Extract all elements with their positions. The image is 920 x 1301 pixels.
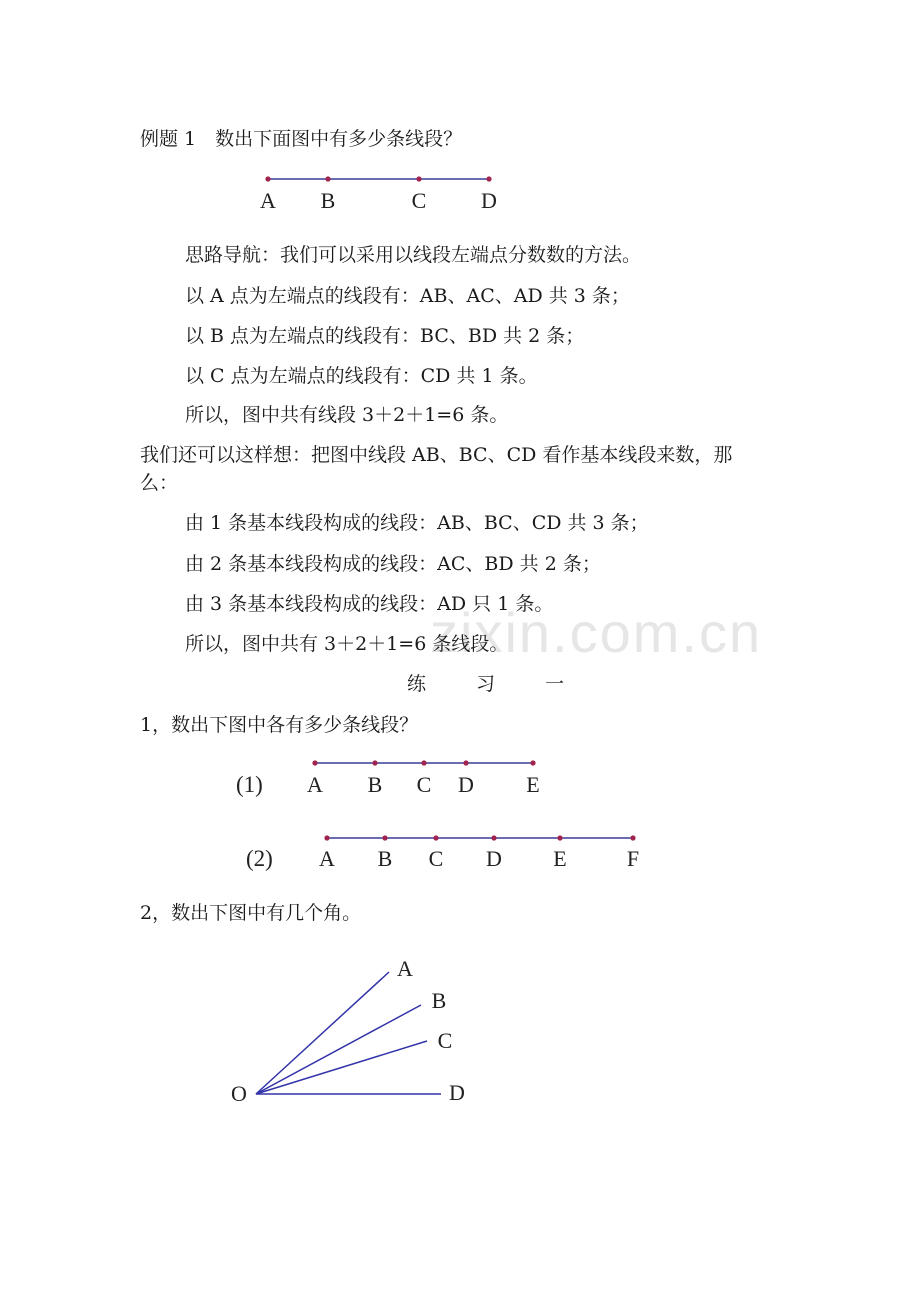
q1a-label-c: C: [416, 772, 432, 797]
example-point-d: [486, 176, 491, 181]
exercise-2-angle-figure: [231, 956, 465, 1106]
ray-oc: [256, 1041, 427, 1094]
alt-line-1: 由 1 条基本线段构成的线段：AB、BC、CD 共 3 条；: [185, 512, 649, 534]
q1b-label-c: C: [428, 846, 444, 871]
example-label-b: B: [320, 188, 336, 213]
q1b-point-b: [382, 835, 387, 840]
ray-label-b: B: [431, 988, 447, 1013]
exercise-1-figure-1-label: (1): [236, 772, 263, 797]
example-label-c: C: [411, 188, 427, 213]
exercise-1-figure-1: [307, 760, 540, 797]
q1b-label-b: B: [377, 846, 393, 871]
exercise-title: 练 习 一: [407, 673, 587, 695]
solution-conclusion-1: 所以，图中共有线段 3＋2＋1=6 条。: [185, 404, 509, 426]
example-label-d: D: [481, 188, 497, 213]
exercise-1-figure-2: [319, 835, 639, 871]
ray-label-a: A: [397, 956, 413, 981]
alt-line-3: 由 3 条基本线段构成的线段：AD 只 1 条。: [185, 593, 554, 615]
q1a-label-b: B: [367, 772, 383, 797]
exercise-question-2: 2，数出下图中有几个角。: [140, 902, 362, 924]
solution-conclusion-2: 所以，图中共有 3＋2＋1=6 条线段。: [185, 633, 509, 655]
solution-line-c: 以 C 点为左端点的线段有：CD 共 1 条。: [185, 365, 538, 387]
q1a-point-d: [463, 760, 468, 765]
example-point-b: [325, 176, 330, 181]
q1b-point-d: [491, 835, 496, 840]
q1b-label-e: E: [553, 846, 567, 871]
example-segment-figure: [260, 176, 497, 213]
origin-label-o: O: [231, 1081, 247, 1106]
exercise-question-1: 1，数出下图中各有多少条线段？: [140, 714, 419, 736]
solution-line-a: 以 A 点为左端点的线段有：AB、AC、AD 共 3 条；: [185, 285, 630, 307]
example-point-a: [265, 176, 270, 181]
alt-line-2: 由 2 条基本线段构成的线段：AC、BD 共 2 条；: [185, 553, 601, 575]
example-heading: 例题 1 数出下面图中有多少条线段？: [140, 128, 463, 150]
solution-line-b: 以 B 点为左端点的线段有：BC、BD 共 2 条；: [185, 325, 585, 347]
q1a-label-a: A: [307, 772, 323, 797]
ray-label-d: D: [449, 1080, 465, 1105]
q1a-point-e: [530, 760, 535, 765]
q1a-label-e: E: [526, 772, 540, 797]
q1b-point-f: [630, 835, 635, 840]
q1b-point-e: [557, 835, 562, 840]
alt-intro-line-1: 我们还可以这样想：把图中线段 AB、BC、CD 看作基本线段来数，那: [140, 444, 733, 466]
exercise-1-figure-2-label: (2): [246, 846, 273, 871]
example-label-a: A: [260, 188, 276, 213]
example-point-c: [416, 176, 421, 181]
q1a-point-b: [372, 760, 377, 765]
q1b-label-f: F: [626, 846, 640, 871]
q1b-label-d: D: [486, 846, 502, 871]
q1b-label-a: A: [319, 846, 335, 871]
watermark: zixin.com.cn: [430, 601, 763, 664]
q1b-point-a: [324, 835, 329, 840]
q1a-label-d: D: [458, 772, 474, 797]
alt-intro-line-2: 么：: [140, 472, 179, 494]
ray-label-c: C: [437, 1028, 453, 1053]
q1a-point-c: [421, 760, 426, 765]
solution-guide: 思路导航：我们可以采用以线段左端点分数数的方法。: [185, 244, 642, 266]
q1a-point-a: [312, 760, 317, 765]
q1b-point-c: [433, 835, 438, 840]
